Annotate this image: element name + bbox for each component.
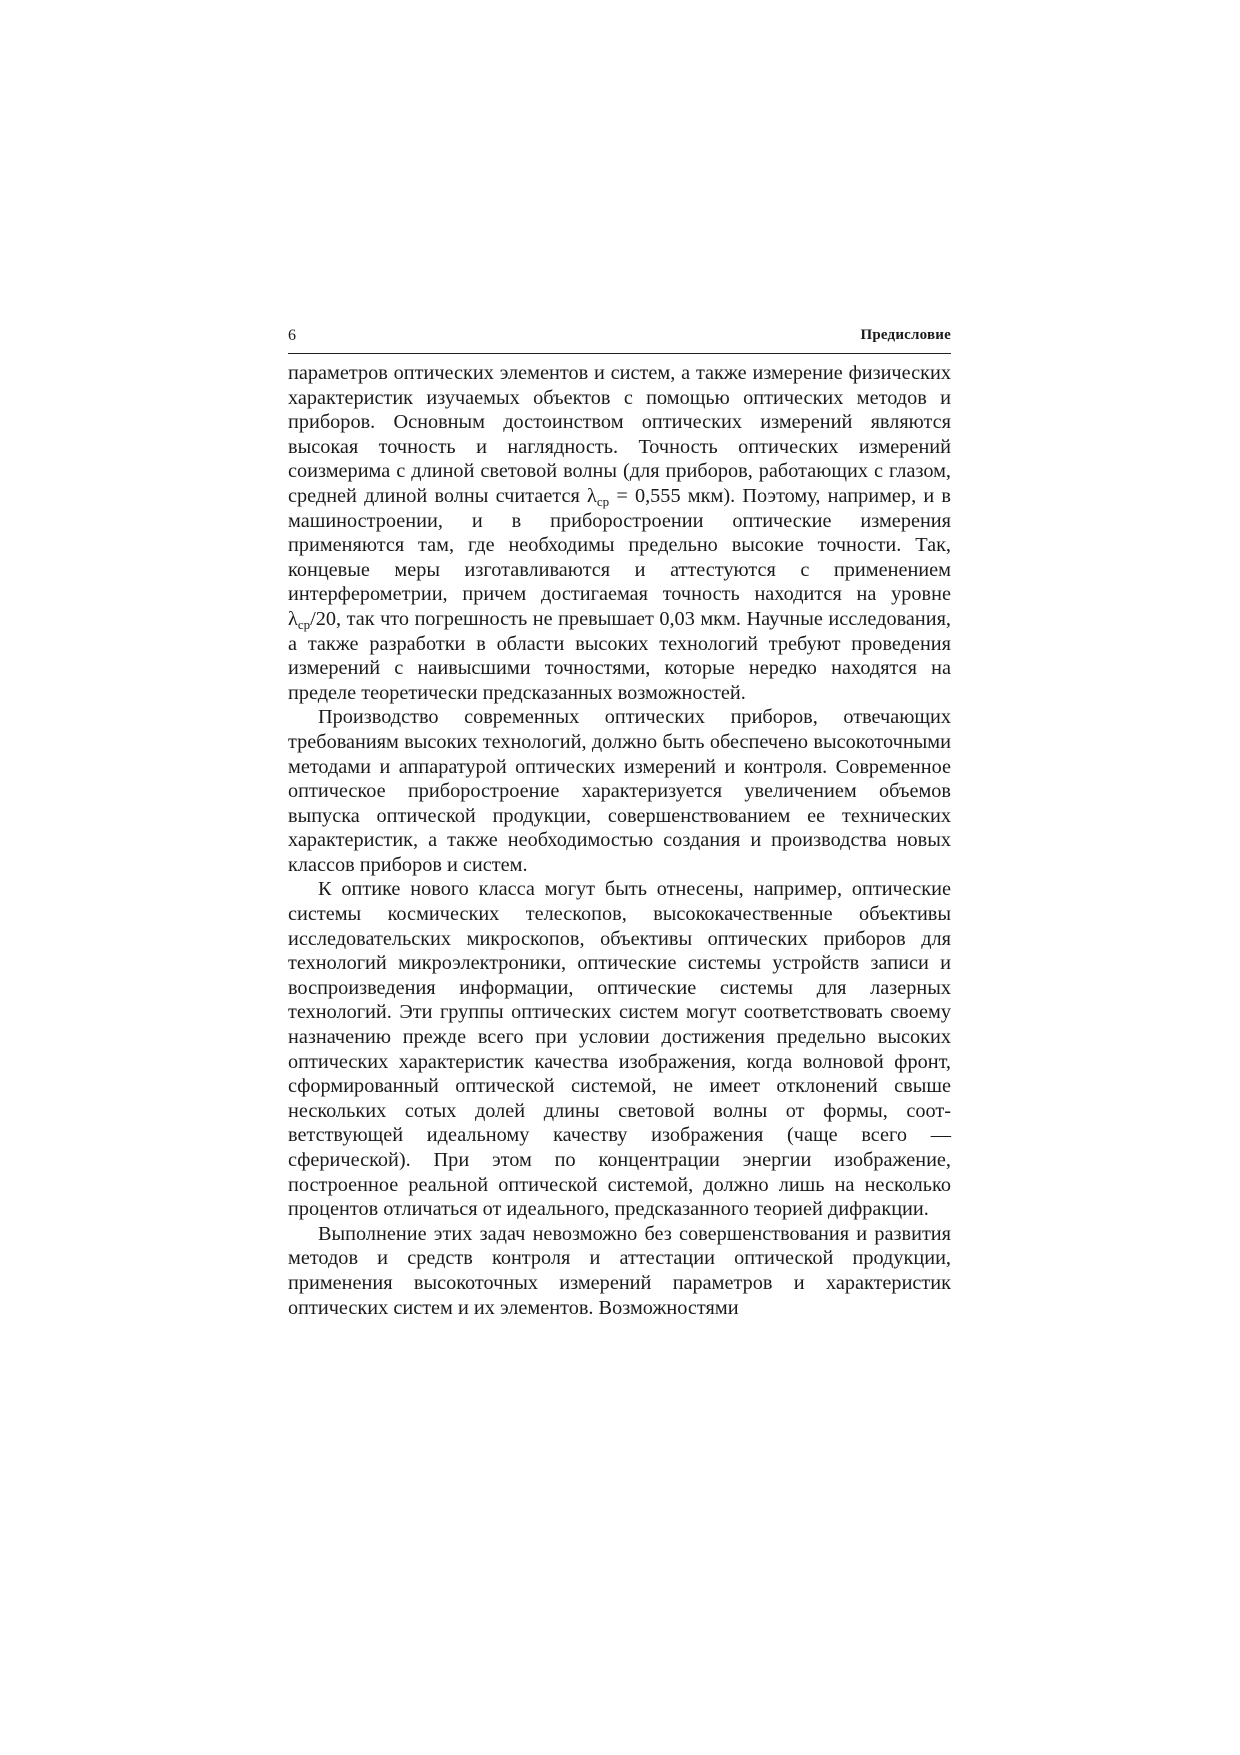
page-number: 6 (288, 327, 296, 344)
running-head (288, 323, 951, 354)
book-page (288, 323, 951, 1320)
paragraph-1-part-2: = 0,555 мкм). Поэтому, например, и в машиностроении, и в приборостроении оптические измерения применяются там, где необходимы предельно высокие точности. Так, концевые меры изготавливаются и аттестуются с применением интерферометрии, причем достигаемая точность находится на уровне (288, 484, 951, 606)
lambda-symbol: λ (288, 607, 298, 630)
paragraph-1 (288, 361, 951, 705)
lambda-symbol: λ (586, 484, 597, 507)
paragraph-4: Выполнение этих задач невозможно без совершенствования и развития методов и средств контроля и аттестации оптической продукции, применения высокоточных измерений параметров и характеристик оптических систем и их элементов. Возможностями (288, 1222, 951, 1319)
section-title: Предисловие (860, 327, 951, 343)
paragraph-3: К оптике нового класса могут быть отнесены, например, оптические системы космических телескопов, высококачественные объективы исследовательских микроскопов, объективы оптических приборов для технологий микроэлектроники, оптические системы устройств записи и воспроизведения информации, оптические системы для лазерных технологий. Эти группы оптических систем могут соответствовать своему назначению прежде всего при условии достижения предельно высоких оптических характеристик качества изображения, когда волновой фронт, сформированный оптической системой, не имеет отклонений свыше нескольких сотых долей длины световой волны от формы, соответствующей идеальному качеству изображения (чаще всего — сферической). При этом по концентрации энергии изображение, построенное реальной оптической системой, должно лишь на несколько процентов отличаться от идеального, предсказанного теорией дифракции. (288, 878, 951, 1221)
paragraph-1-part-3: /20, так что погрешность не превышает 0,03 мкм. Научные исследования, а также разработки в области высоких технологий требуют проведения измерений с наивысшими точностями, которые нередко находятся на пределе теоретически предсказанных возможностей. (288, 607, 951, 704)
lambda-subscript: ср (297, 616, 311, 632)
body-text (288, 361, 951, 1320)
paragraph-1-part-1: параметров оптических элементов и систем, а также измерение физических характеристик изучаемых объектов с помощью оптических методов и приборов. Основным достоинством оптических измерений являются высокая точность и наглядность. Точность оптических измерений соизмерима с длиной световой волны (для приборов, работающих с глазом, средней длиной волны считается (288, 362, 951, 507)
paragraph-2: Производство современных оптических приборов, отвечающих требованиям высоких технологий, должно быть обеспечено высокоточными методами и аппаратурой оптических измерений и контроля. Современное оптическое приборостроение характеризуется увеличением объемов выпуска оптической продукции, совершенствованием ее технических характеристик, а также необходимостью создания и производства новых классов приборов и систем. (288, 706, 951, 876)
lambda-subscript: ср (596, 493, 610, 509)
